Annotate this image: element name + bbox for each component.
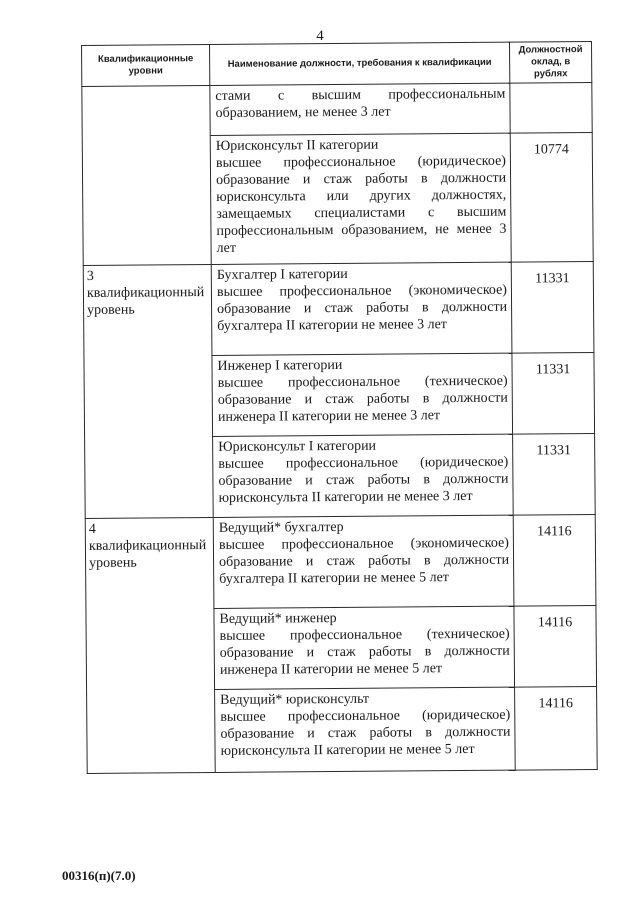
level-cell	[82, 85, 211, 265]
position-requirements: высшее профессиональное (экономическое) образование и стаж работы в должности бухгалтера II категории не менее 3 лет	[216, 282, 508, 334]
salary-cell: 11331	[513, 433, 596, 515]
header-level: Квалификационные уровни	[82, 44, 210, 86]
position-title: Ведущий* инженер	[219, 611, 337, 627]
position-cell	[210, 133, 511, 264]
position-requirements: высшее профессиональное (юридическое) образование и стаж работы в должности юрисконсульта или других должностях, замещаемых специалистами с высшим профессиональным образованием, не менее 3 лет	[215, 153, 507, 256]
position-title: Юрисконсульт II категории	[215, 137, 379, 154]
position-requirements: высшее профессиональное (юридическое) образование и стаж работы в должности юрисконсульта II категории не менее 5 лет	[220, 707, 511, 759]
position-requirements: высшее профессиональное (техническое) образование и стаж работы в должности инженера II категории не менее 5 лет	[219, 626, 510, 678]
position-requirements: стами с высшим профессиональным образованием, не менее 3 лет	[215, 86, 506, 121]
position-title: Бухгалтер I категории	[216, 266, 348, 283]
level-cell: 4 квалификационный уровень	[85, 517, 215, 773]
position-cell	[210, 83, 510, 135]
salary-cell: 10774	[510, 132, 593, 262]
position-requirements: высшее профессиональное (юридическое) образование и стаж работы в должности юрисконсульта II категории не менее 3 лет	[218, 454, 509, 506]
position-cell	[211, 262, 512, 355]
salary-cell: 14116	[515, 686, 598, 770]
qualification-table	[81, 41, 598, 774]
header-position: Наименование должности, требования к квалификации	[209, 42, 509, 85]
salary-cell: 14116	[513, 514, 596, 606]
table-row	[82, 82, 592, 136]
salary-cell: 11331	[511, 261, 594, 353]
position-title: Инженер I категории	[217, 357, 343, 374]
salary-cell: 11331	[512, 352, 595, 434]
table-header-row	[82, 41, 592, 86]
page-number: 4	[316, 28, 324, 44]
position-requirements: высшее профессиональное (техническое) образование и стаж работы в должности инженера II категории не менее 3 лет	[217, 373, 508, 425]
table-row	[83, 261, 594, 356]
position-requirements: высшее профессиональное (экономическое) образование и стаж работы в должности бухгалтера II категории не менее 5 лет	[218, 535, 510, 587]
salary-cell: 14116	[514, 605, 597, 687]
position-title: Ведущий* бухгалтер	[218, 519, 344, 536]
position-cell	[212, 353, 513, 436]
position-title: Ведущий* юрисконсульт	[220, 691, 370, 708]
position-title: Юрисконсульт I категории	[218, 438, 377, 455]
position-cell	[214, 606, 515, 689]
position-cell	[213, 434, 514, 517]
position-cell	[213, 515, 514, 608]
salary-cell	[510, 82, 592, 133]
header-salary: Должностной оклад, в рублях	[509, 41, 591, 83]
document-code: 00316(п)(7.0)	[62, 868, 136, 883]
position-cell	[215, 687, 516, 772]
table-row	[85, 514, 596, 609]
level-cell: 3 квалификационный уровень	[83, 264, 213, 518]
